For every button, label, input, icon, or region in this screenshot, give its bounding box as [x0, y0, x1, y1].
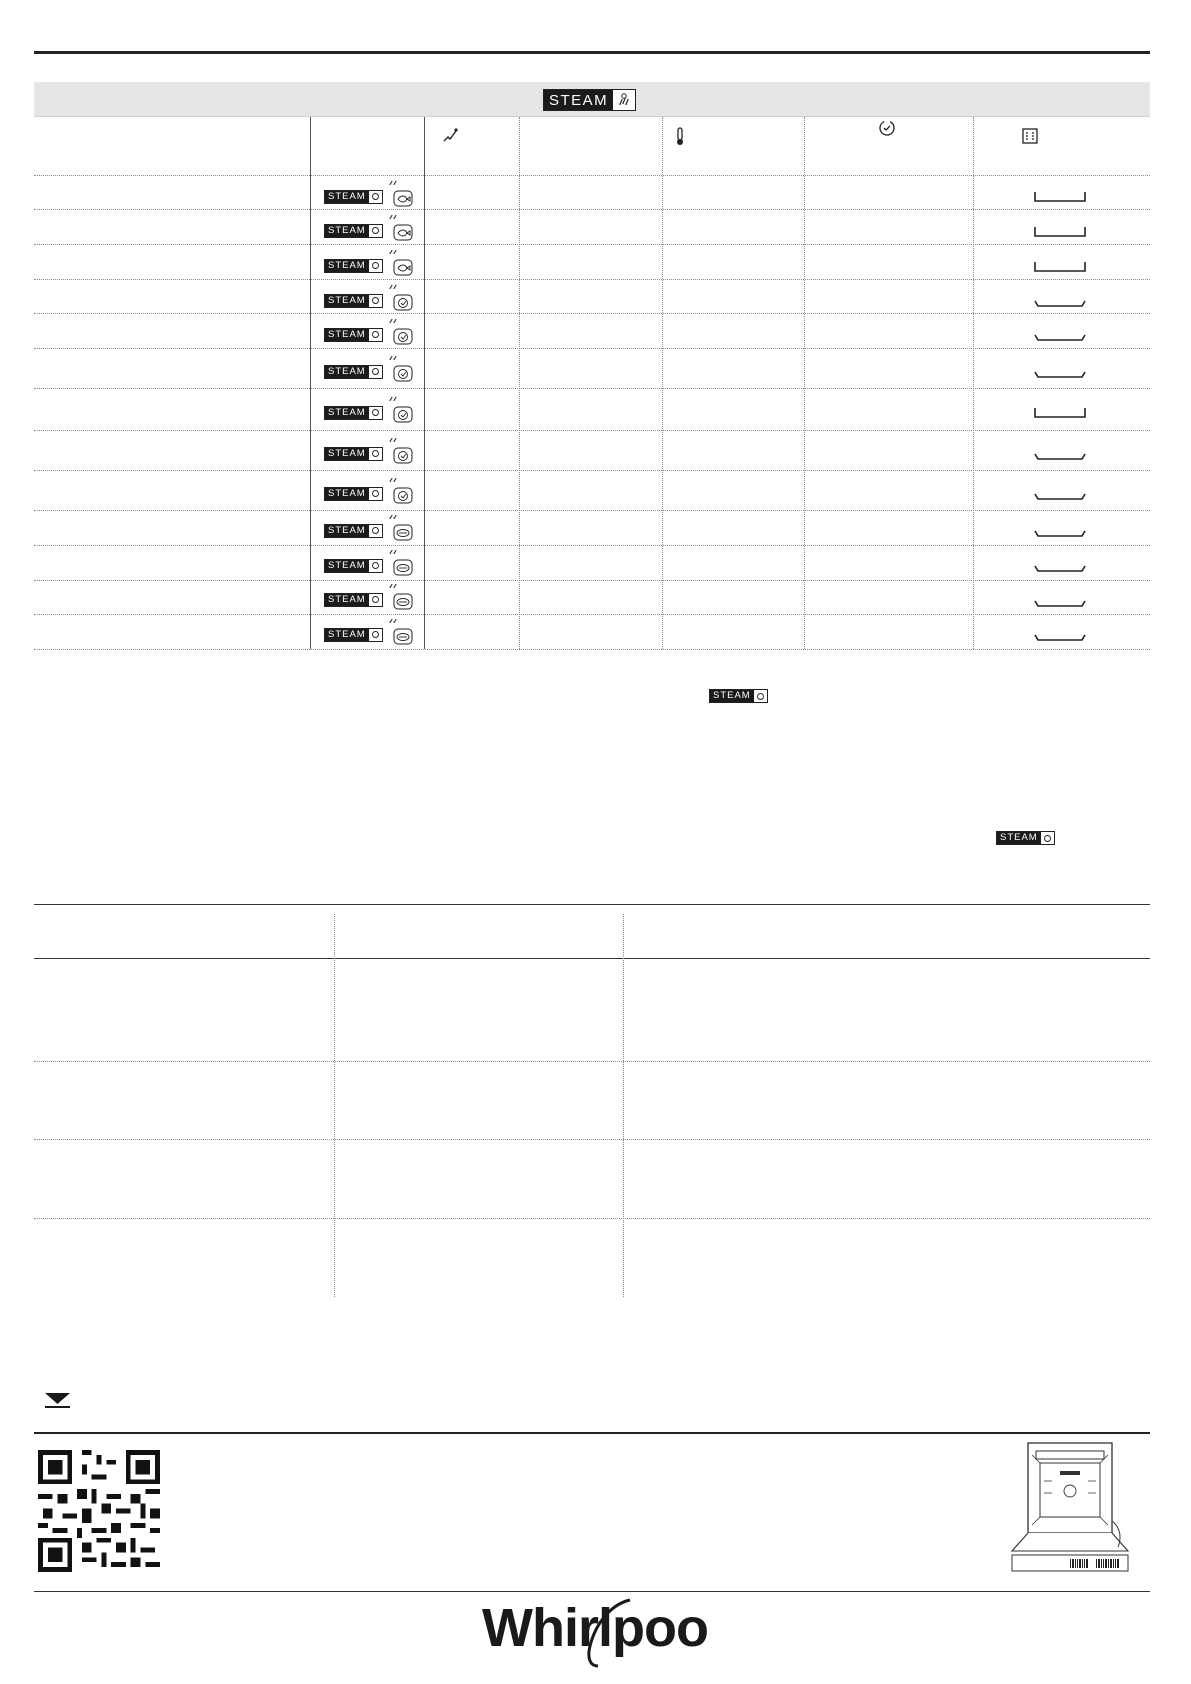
tray-deep-icon: [1033, 407, 1087, 419]
steam-puff-icon: [369, 594, 382, 606]
vegetable-dish-icon: [386, 477, 414, 510]
vegetable-dish-icon: [386, 437, 414, 470]
steam-puff-icon: [754, 690, 767, 702]
table-row-function: [324, 318, 414, 351]
steam-puff-icon: [369, 488, 382, 500]
shelf-level-icon: [1021, 127, 1039, 150]
bottom-rule: [34, 1591, 1150, 1592]
tray-shallow-icon: [1033, 527, 1087, 539]
table2-rule: [34, 958, 1150, 959]
fish-dish-icon: [386, 214, 414, 247]
footer-rule: [34, 1432, 1150, 1434]
table-rule: [34, 470, 1150, 471]
vegetable-dish-icon: [386, 396, 414, 429]
tray-deep-icon: [1033, 226, 1087, 238]
thermometer-icon: [674, 126, 686, 151]
table-row-function: [324, 583, 414, 616]
steam-badge-inline: STEAM: [709, 689, 768, 703]
fish-dish-icon: [386, 180, 414, 213]
steam-badge-row: STEAM: [324, 190, 383, 204]
tray-shallow-icon: [1033, 297, 1087, 309]
steam-badge-header: [543, 89, 636, 111]
tray-deep-icon: [1033, 261, 1087, 273]
table2-rule: [34, 904, 1150, 905]
steam-puff-icon: [1041, 832, 1054, 844]
steam-badge-row: STEAM: [324, 259, 383, 273]
steam-puff-icon: [369, 407, 382, 419]
table-row-function: [324, 284, 414, 317]
table-row-function: [324, 355, 414, 388]
table-rule: [34, 510, 1150, 511]
table-row-function: [324, 618, 414, 651]
fish-dish-icon: [386, 249, 414, 282]
table-row-function: [324, 437, 414, 470]
table-rule: [34, 175, 1150, 176]
whirlpool-logo: [480, 1596, 710, 1670]
steam-badge-row: STEAM: [324, 487, 383, 501]
table2-rule: [34, 1061, 1150, 1062]
steam-puff-icon: [369, 525, 382, 537]
meat-dish-icon: [386, 514, 414, 547]
steam-badge-row: STEAM: [324, 224, 383, 238]
table-col-divider: [804, 117, 805, 649]
table-rule: [34, 388, 1150, 389]
tray-shallow-icon: [1033, 331, 1087, 343]
steam-badge-inline: STEAM: [996, 831, 1055, 845]
table-row-function: [324, 477, 414, 510]
table-rule: [34, 313, 1150, 314]
table2-col-divider: [334, 914, 335, 1297]
tray-shallow-icon: [1033, 562, 1087, 574]
steam-puff-icon: [369, 191, 382, 203]
table2-rule: [34, 1139, 1150, 1140]
table-rule: [34, 430, 1150, 431]
steam-badge-row: STEAM: [324, 559, 383, 573]
tray-shallow-icon: [1033, 450, 1087, 462]
table-col-divider: [973, 117, 974, 649]
steam-badge-row: STEAM: [324, 365, 383, 379]
steam-badge-row: STEAM: [324, 593, 383, 607]
steam-badge-row: STEAM: [324, 447, 383, 461]
brand-wordmark: Whirlpool: [482, 1598, 710, 1658]
tray-shallow-icon: [1033, 597, 1087, 609]
steam-badge-row: STEAM: [324, 628, 383, 642]
table-rule: [34, 545, 1150, 546]
table-col-divider: [424, 117, 425, 649]
steam-puff-icon: [369, 329, 382, 341]
tray-deep-icon: [1033, 191, 1087, 203]
qr-code-icon: [38, 1450, 160, 1572]
table-col-divider: [310, 117, 311, 649]
table-rule: [34, 279, 1150, 280]
table2-col-divider: [623, 914, 624, 1297]
tray-shallow-icon: [1033, 631, 1087, 643]
steam-badge-row: STEAM: [324, 406, 383, 420]
tray-shallow-icon: [1033, 368, 1087, 380]
table-row-function: [324, 249, 414, 282]
table-row-function: [324, 180, 414, 213]
vegetable-dish-icon: [386, 284, 414, 317]
steam-level-icon: [441, 125, 461, 150]
steam-badge-row: STEAM: [324, 524, 383, 538]
steam-puff-icon: [369, 560, 382, 572]
steam-puff-icon: [369, 448, 382, 460]
table2-rule: [34, 1218, 1150, 1219]
table-rule: [34, 348, 1150, 349]
steam-puff-icon: [369, 225, 382, 237]
download-arrow-icon: [44, 1391, 71, 1409]
table-rule: [34, 244, 1150, 245]
steam-badge-row: STEAM: [324, 294, 383, 308]
steam-badge-row: STEAM: [324, 328, 383, 342]
table-col-divider: [662, 117, 663, 649]
steam-puff-icon: [369, 629, 382, 641]
steam-puff-icon: [369, 260, 382, 272]
table-row-function: [324, 549, 414, 582]
table-row-function: [324, 514, 414, 547]
top-rule: [34, 51, 1150, 54]
meat-dish-icon: [386, 618, 414, 651]
table-rule: [34, 614, 1150, 615]
table-row-function: [324, 214, 414, 247]
table-rule: [34, 580, 1150, 581]
steam-badge-label: STEAM: [544, 90, 613, 110]
timer-icon: [877, 118, 897, 143]
oven-rating-plate-icon: [1008, 1441, 1132, 1579]
table-rule: [34, 209, 1150, 210]
table-rule: [34, 649, 1150, 650]
table-col-divider: [519, 117, 520, 649]
meat-dish-icon: [386, 583, 414, 616]
vegetable-dish-icon: [386, 318, 414, 351]
steam-puff-icon: [369, 366, 382, 378]
meat-dish-icon: [386, 549, 414, 582]
vegetable-dish-icon: [386, 355, 414, 388]
table-row-function: [324, 396, 414, 429]
steam-puff-icon: [369, 295, 382, 307]
steam-puff-icon: [613, 90, 635, 110]
tray-shallow-icon: [1033, 490, 1087, 502]
